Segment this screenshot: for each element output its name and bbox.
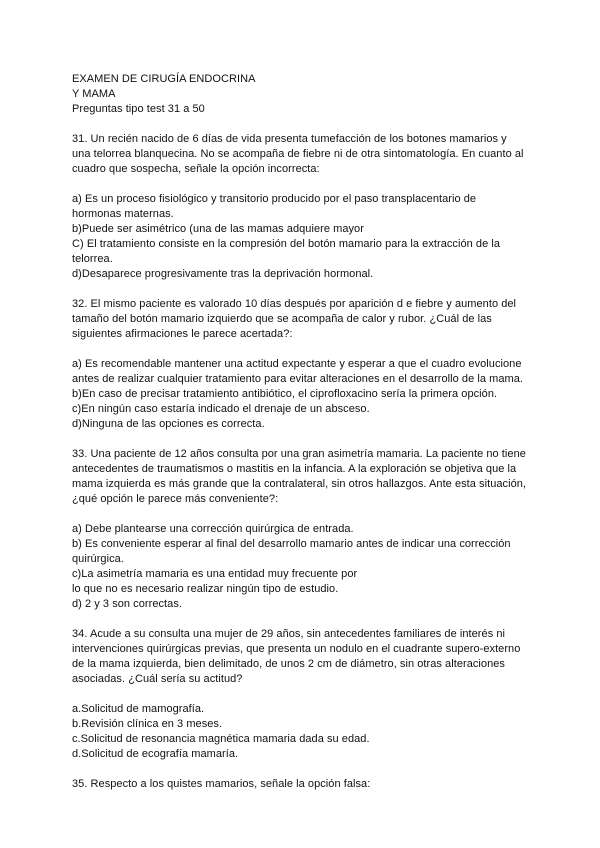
spacer [72, 687, 532, 702]
question-stem [72, 447, 532, 507]
question-block [72, 132, 532, 297]
answer-option-line: a) Es un proceso fisiológico y transitorio producido por el paso transplacentario de [72, 193, 477, 205]
answer-option-line: a) Es recomendable mantener una actitud expectante y esperar a que el cuadro evolucione [72, 358, 522, 370]
answer-option-line: b) Es conveniente esperar al final del desarrollo mamario antes de indicar una corrección [72, 538, 511, 550]
question-stem [72, 627, 532, 687]
title-line-2: Y MAMA [72, 88, 116, 100]
answer-option-line: C) El tratamiento consiste en la compresión del botón mamario para la extracción de la [72, 238, 501, 250]
answer-option-line: lo que no es necesario realizar ningún tipo de estudio. [72, 583, 339, 595]
question-block [72, 627, 532, 777]
answer-option-line: a.Solicitud de mamografía. [72, 703, 205, 715]
answer-option-line: b.Revisión clínica en 3 meses. [72, 718, 223, 730]
answer-option-line: b)En caso de precisar tratamiento antibiótico, el ciprofloxacino sería la primera opción. [72, 388, 498, 400]
spacer [72, 282, 532, 297]
question-stem-line: asociadas. ¿Cuál sería su actitud? [72, 673, 243, 685]
answer-option-line: quirúrgica. [72, 553, 124, 565]
question-stem-line: de la mama izquierda, bien delimitado, de unos 2 cm de diámetro, sin otras alteraciones [72, 658, 505, 670]
question-block [72, 447, 532, 627]
answer-option-line: c)La asimetría mamaria es una entidad muy frecuente por [72, 568, 358, 580]
question-block [72, 297, 532, 447]
spacer [72, 612, 532, 627]
spacer [72, 117, 532, 132]
spacer [72, 507, 532, 522]
spacer [72, 762, 532, 777]
answer-option-line: telorrea. [72, 253, 113, 265]
question-stem-line: tamaño del botón mamario izquierdo que se acompaña de calor y rubor. ¿Cuál de las [72, 313, 492, 325]
document-header [72, 72, 532, 117]
question-stem-line: antecedentes de traumatismos o mastitis en la infancia. A la exploración se objetiva que la [72, 463, 517, 475]
subtitle: Preguntas tipo test 31 a 50 [72, 103, 205, 115]
answer-option-line: hormonas maternas. [72, 208, 174, 220]
question-stem [72, 297, 532, 342]
question-stem-line: intervenciones quirúrgicas previas, que presenta un nodulo en el cuadrante supero-externo [72, 643, 521, 655]
answer-options [72, 192, 532, 282]
answer-option-line: a) Debe plantearse una corrección quirúrgica de entrada. [72, 523, 354, 535]
spacer [72, 432, 532, 447]
spacer [72, 177, 532, 192]
answer-option-line: d) 2 y 3 son correctas. [72, 598, 182, 610]
answer-option-line: b)Puede ser asimétrico (una de las mamas adquiere mayor [72, 223, 364, 235]
answer-options [72, 357, 532, 432]
question-stem [72, 132, 532, 177]
question-stem [72, 777, 532, 792]
question-stem-line: una telorrea blanquecina. No se acompaña de fiebre ni de otra sintomatología. En cuanto al [72, 148, 524, 160]
title-line-1: EXAMEN DE CIRUGÍA ENDOCRINA [72, 73, 256, 85]
question-stem-line: 34. Acude a su consulta una mujer de 29 años, sin antecedentes familiares de interés ni [72, 628, 506, 640]
question-stem-line: ¿qué opción le parece más conveniente?: [72, 493, 279, 505]
answer-options [72, 702, 532, 762]
answer-option-line: c.Solicitud de resonancia magnética mamaria dada su edad. [72, 733, 370, 745]
answer-option-line: d.Solicitud de ecografía mamaría. [72, 748, 239, 760]
question-stem-line: 31. Un recién nacido de 6 días de vida presenta tumefacción de los botones mamarios y [72, 133, 507, 145]
question-stem-line: siguientes afirmaciones le parece acertada?: [72, 328, 293, 340]
question-stem-line: 32. El mismo paciente es valorado 10 días después por aparición d e fiebre y aumento del [72, 298, 517, 310]
answer-option-line: d)Desaparece progresivamente tras la deprivación hormonal. [72, 268, 374, 280]
spacer [72, 342, 532, 357]
question-stem-line: 35. Respecto a los quistes mamarios, señale la opción falsa: [72, 778, 371, 790]
answer-option-line: d)Ninguna de las opciones es correcta. [72, 418, 265, 430]
question-stem-line: 33. Una paciente de 12 años consulta por una gran asimetría mamaria. La paciente no tiene [72, 448, 526, 460]
question-list [72, 132, 532, 792]
answer-option-line: c)En ningún caso estaría indicado el drenaje de un absceso. [72, 403, 370, 415]
document-page [72, 72, 532, 792]
answer-option-line: antes de realizar cualquier tratamiento para evitar alteraciones en el desarrollo de la mama. [72, 373, 523, 385]
question-stem-line: cuadro que sospecha, señale la opción incorrecta: [72, 163, 320, 175]
question-block [72, 777, 532, 792]
answer-options [72, 522, 532, 612]
question-stem-line: mama izquierda es más grande que la contralateral, sin otros hallazgos. Ante esta situación, [72, 478, 527, 490]
